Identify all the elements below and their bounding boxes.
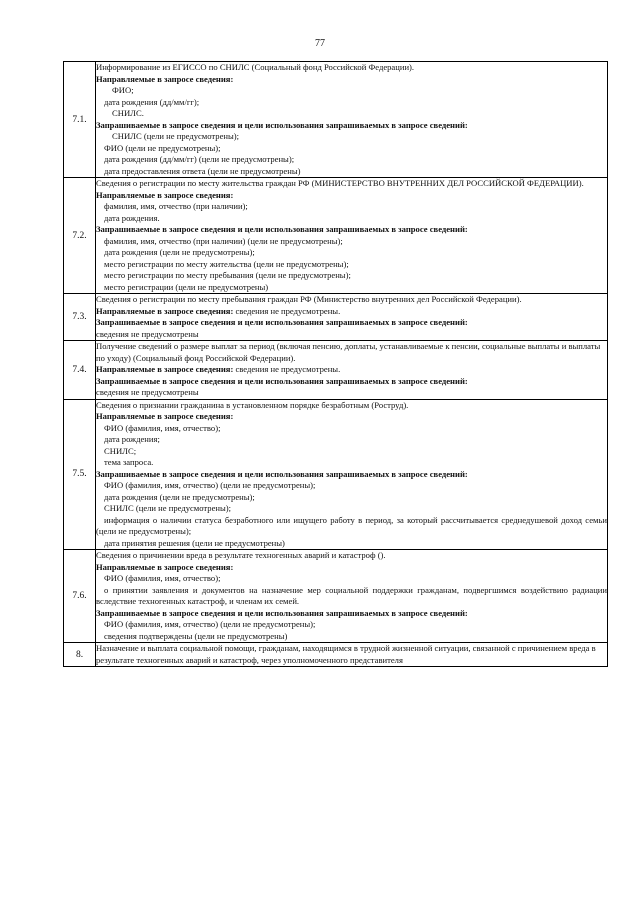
row-number: 7.2. bbox=[64, 178, 96, 294]
row-content bbox=[96, 178, 608, 294]
row-number: 7.1. bbox=[64, 62, 96, 178]
content-line: дата рождения (дд/мм/гг) (цели не предусмотрены); bbox=[104, 154, 295, 164]
row-content bbox=[96, 399, 608, 550]
content-line: ФИО (фамилия, имя, отчество) (цели не предусмотрены); bbox=[104, 480, 316, 490]
table-row bbox=[64, 550, 608, 643]
content-line: место регистрации по месту жительства (цели не предусмотрены); bbox=[104, 258, 349, 269]
page-number: 77 bbox=[315, 38, 325, 49]
content-line: дата рождения (цели не предусмотрены); bbox=[104, 247, 255, 257]
content-line: СНИЛС (цели не предусмотрены); bbox=[104, 503, 232, 513]
content-line: Сведения о причинении вреда в результате техногенных аварий и катастроф (). bbox=[96, 550, 386, 560]
content-line: фамилия, имя, отчество (при наличии); bbox=[104, 201, 248, 211]
section-heading: Направляемые в запросе сведения: bbox=[96, 189, 234, 200]
content-line: дата рождения (цели не предусмотрены); bbox=[104, 491, 255, 502]
content-line: место регистрации по месту пребывания (цели не предусмотрены); bbox=[104, 270, 351, 280]
content-line: СНИЛС; bbox=[104, 445, 137, 456]
table-row bbox=[64, 62, 608, 178]
section-heading: Направляемые в запросе сведения: bbox=[96, 561, 234, 572]
table-row bbox=[64, 341, 608, 400]
row-number: 7.6. bbox=[64, 550, 96, 643]
content-line: дата рождения; bbox=[104, 434, 160, 444]
content-line: Информирование из ЕГИССО по СНИЛС (Социальный фонд Российской Федерации). bbox=[96, 62, 415, 72]
content-line: ФИО (фамилия, имя, отчество) (цели не предусмотрены); bbox=[104, 619, 316, 629]
content-line bbox=[96, 562, 607, 574]
row-number: 8. bbox=[64, 643, 96, 667]
table-row bbox=[64, 643, 608, 667]
content-line: место регистрации (цели не предусмотрены) bbox=[104, 281, 269, 292]
content-line bbox=[96, 224, 607, 236]
section-heading: Запрашиваемые в запросе сведения и цели использования запрашиваемых в запросе сведений: bbox=[96, 468, 468, 479]
table-row bbox=[64, 178, 608, 294]
content-line bbox=[96, 120, 607, 132]
table-row bbox=[64, 294, 608, 341]
content-line: дата рождения. bbox=[104, 212, 160, 223]
content-line: Сведения о регистрации по месту пребывания граждан РФ (Министерство внутренних дел Российской Федерации). bbox=[96, 294, 522, 304]
row-number: 7.3. bbox=[64, 294, 96, 341]
content-line: сведения не предусмотрены bbox=[96, 328, 199, 339]
content-line: тема запроса. bbox=[104, 457, 154, 467]
row-content bbox=[96, 550, 608, 643]
content-line bbox=[96, 190, 607, 202]
section-heading: Направляемые в запросе сведения: bbox=[96, 305, 234, 316]
content-line bbox=[96, 317, 607, 329]
content-line bbox=[96, 364, 607, 376]
content-line bbox=[96, 411, 607, 423]
content-line: Сведения о регистрации по месту жительства граждан РФ (МИНИСТЕРСТВО ВНУТРЕННИХ ДЕЛ РОССИЙСКОЙ ФЕДЕРАЦИИ). bbox=[96, 178, 584, 188]
content-line: Получение сведений о размере выплат за период (включая пенсию, доплаты, устанавливаемые к пенсии, социальные выплаты и выплаты по уходу) (Социальный фонд Российской Федерации). bbox=[96, 341, 601, 363]
content-line: Сведения о признании гражданина в установленном порядке безработным (Роструд). bbox=[96, 399, 409, 410]
content-line: СНИЛС (цели не предусмотрены); bbox=[112, 131, 240, 141]
section-heading: Запрашиваемые в запросе сведения и цели использования запрашиваемых в запросе сведений: bbox=[96, 607, 468, 618]
section-heading: Запрашиваемые в запросе сведения и цели использования запрашиваемых в запросе сведений: bbox=[96, 119, 468, 130]
content-line: ФИО; bbox=[112, 85, 134, 95]
content-line: дата принятия решения (цели не предусмотрены) bbox=[104, 537, 285, 548]
row-content bbox=[96, 643, 608, 667]
content-line: ФИО (фамилия, имя, отчество); bbox=[104, 573, 221, 583]
content-line: сведения подтверждены (цели не предусмотрены) bbox=[104, 630, 288, 641]
content-line: о принятии заявления и документов на назначение мер социальной поддержки гражданам, подвергшимся воздействию радиации вследствие техногенных катастроф, и членам их семей. bbox=[96, 584, 607, 606]
heading-value: сведения не предусмотрены. bbox=[233, 364, 341, 374]
heading-value: сведения не предусмотрены. bbox=[233, 305, 341, 316]
content-line: дата рождения (дд/мм/гг); bbox=[104, 96, 200, 107]
content-line: ФИО (фамилия, имя, отчество); bbox=[104, 422, 221, 433]
content-line bbox=[96, 74, 607, 86]
row-content bbox=[96, 341, 608, 400]
section-heading: Направляемые в запросе сведения: bbox=[96, 364, 234, 374]
content-line: ФИО (цели не предусмотрены); bbox=[104, 142, 221, 153]
content-line: СНИЛС. bbox=[112, 108, 144, 118]
row-number: 7.4. bbox=[64, 341, 96, 400]
content-line: Назначение и выплата социальной помощи, гражданам, находящимся в трудной жизненной ситуации, связанной с причинением вреда в результате техногенных аварий и катастроф, через уполномоченного представителя bbox=[96, 643, 596, 665]
section-heading: Запрашиваемые в запросе сведения и цели использования запрашиваемых в запросе сведений: bbox=[96, 317, 468, 327]
content-line bbox=[96, 376, 607, 388]
row-content bbox=[96, 62, 608, 178]
section-heading: Запрашиваемые в запросе сведения и цели использования запрашиваемых в запросе сведений: bbox=[96, 375, 468, 386]
section-heading: Направляемые в запросе сведения: bbox=[96, 73, 234, 84]
row-content bbox=[96, 294, 608, 341]
row-number: 7.5. bbox=[64, 399, 96, 550]
content-line: фамилия, имя, отчество (при наличии) (цели не предусмотрены); bbox=[104, 235, 343, 246]
content-line: информация о наличии статуса безработного или ищущего работу в период, за который рассчитывается среднедушевой доход семьи (цели не предусмотрены); bbox=[96, 514, 607, 536]
content-line: сведения не предусмотрены bbox=[96, 387, 199, 397]
section-heading: Запрашиваемые в запросе сведения и цели использования запрашиваемых в запросе сведений: bbox=[96, 224, 468, 234]
content-line: дата предоставления ответа (цели не предусмотрены) bbox=[104, 165, 301, 176]
content-line bbox=[96, 306, 607, 318]
section-heading: Направляемые в запросе сведения: bbox=[96, 411, 234, 421]
content-line bbox=[96, 608, 607, 620]
content-line bbox=[96, 469, 607, 481]
table-row bbox=[64, 399, 608, 550]
services-table bbox=[63, 61, 608, 667]
